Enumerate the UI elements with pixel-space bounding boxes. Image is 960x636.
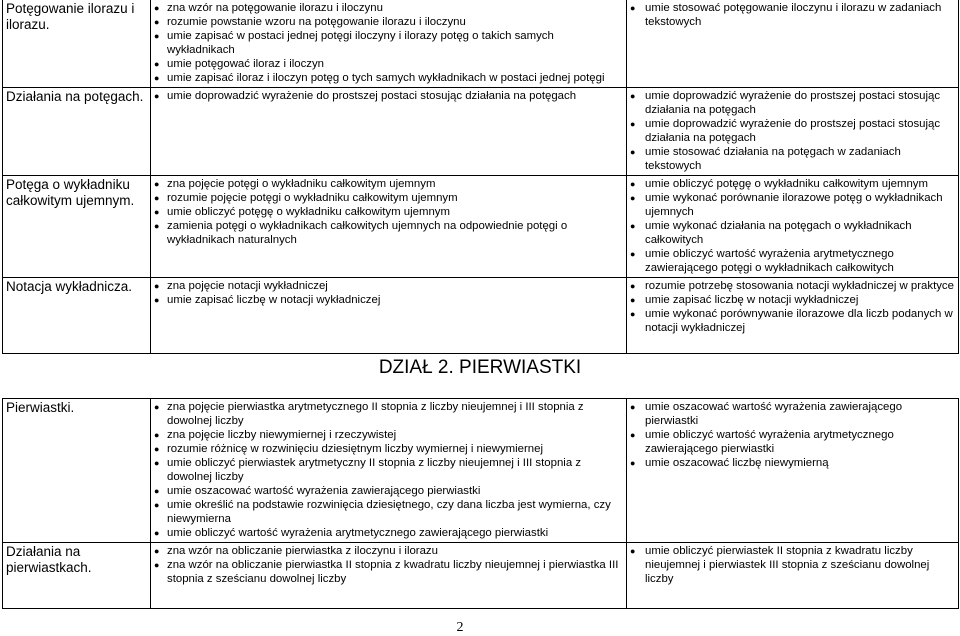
table-row: [3, 543, 959, 609]
list-item: ● umie określić na podstawie rozwinięcia dziesiętnego, czy dana liczba jest wymierna, czy niewymierna: [154, 498, 623, 526]
list-item: ● umie obliczyć wartość wyrażenia arytmetycznego zawierającego potęgi o wykładnikach całkowitych: [630, 247, 955, 275]
list-item: ● umie zapisać w postaci jednej potęgi iloczyny i ilorazy potęg o takich samych wykładnikach: [154, 29, 623, 57]
table-row: [3, 88, 959, 176]
list-item: ● umie wykonać porównywanie ilorazowe dla liczb podanych w notacji wykładniczej: [630, 307, 955, 335]
list-item: ● umie zapisać liczbę w notacji wykładniczej: [630, 293, 955, 307]
basic-requirements-cell: [151, 543, 627, 609]
list-item: ● umie obliczyć pierwiastek II stopnia z kwadratu liczby nieujemnej i pierwiastek III stopnia z sześcianu dowolnej liczby: [630, 544, 955, 586]
basic-requirements-cell: [151, 399, 627, 543]
list-item: ● umie zapisać iloraz i iloczyn potęg o tych samych wykładnikach w postaci jednej potęgi: [154, 71, 623, 85]
list-item: ● zna pojęcie pierwiastka arytmetycznego II stopnia z liczby nieujemnej i III stopnia z dowolnej liczby: [154, 400, 623, 428]
list-item: ● umie stosować potęgowanie iloczynu i ilorazu w zadaniach tekstowych: [630, 1, 955, 29]
topic-cell: Potęgowanie ilorazu i ilorazu.: [3, 0, 151, 88]
extended-requirements-cell: [627, 278, 959, 354]
list-item: ● umie stosować działania na potęgach w zadaniach tekstowych: [630, 145, 955, 173]
extended-requirements-cell: [627, 543, 959, 609]
page-number: 2: [456, 620, 464, 635]
table-row: [3, 176, 959, 278]
basic-requirements-cell: [151, 278, 627, 354]
list-item: ● umie obliczyć potęgę o wykładniku całkowitym ujemnym: [630, 177, 955, 191]
list-item: ● umie obliczyć wartość wyrażenia arytmetycznego zawierającego pierwiastki: [630, 428, 955, 456]
list-item: ● umie oszacować wartość wyrażenia zawierającego pierwiastki: [154, 484, 623, 498]
list-item: ● rozumie różnicę w rozwinięciu dziesiętnym liczby wymiernej i niewymiernej: [154, 442, 623, 456]
table-row: [3, 278, 959, 354]
requirements-table-roots: [2, 398, 959, 609]
list-item: ● zna wzór na obliczanie pierwiastka z iloczynu i ilorazu: [154, 544, 623, 558]
list-item: ● umie potęgować iloraz i iloczyn: [154, 57, 623, 71]
list-item: ● zamienia potęgi o wykładnikach całkowitych ujemnych na odpowiednie potęgi o wykładnikach naturalnych: [154, 219, 623, 247]
list-item: ● zna wzór na potęgowanie ilorazu i iloczynu: [154, 1, 623, 15]
basic-requirements-cell: [151, 0, 627, 88]
extended-requirements-cell: [627, 176, 959, 278]
list-item: ● umie doprowadzić wyrażenie do prostszej postaci stosując działania na potęgach: [630, 89, 955, 117]
topic-cell: Pierwiastki.: [3, 399, 151, 543]
topic-cell: Działania na pierwiastkach.: [3, 543, 151, 609]
list-item: ● umie zapisać liczbę w notacji wykładniczej: [154, 293, 623, 307]
list-item: ● umie obliczyć pierwiastek arytmetyczny II stopnia z liczby nieujemnej i III stopnia z dowolnej liczby: [154, 456, 623, 484]
list-item: ● zna wzór na obliczanie pierwiastka II stopnia z kwadratu liczby nieujemnej i pierwiastka III stopnia z sześcianu dowolnej liczby: [154, 558, 623, 586]
topic-cell: Działania na potęgach.: [3, 88, 151, 176]
list-item: ● umie oszacować wartość wyrażenia zawierającego pierwiastki: [630, 400, 955, 428]
list-item: ● rozumie pojęcie potęgi o wykładniku całkowitym ujemnym: [154, 191, 623, 205]
basic-requirements-cell: [151, 88, 627, 176]
list-item: ● zna pojęcie notacji wykładniczej: [154, 279, 623, 293]
list-item: ● umie obliczyć potęgę o wykładniku całkowitym ujemnym: [154, 205, 623, 219]
extended-requirements-cell: [627, 0, 959, 88]
chapter-title: DZIAŁ 2. PIERWIASTKI: [378, 357, 582, 378]
list-item: ● umie doprowadzić wyrażenie do prostszej postaci stosując działania na potęgach: [154, 89, 623, 103]
basic-requirements-cell: [151, 176, 627, 278]
extended-requirements-cell: [627, 399, 959, 543]
list-item: ● umie oszacować liczbę niewymierną: [630, 456, 955, 470]
list-item: ● zna pojęcie liczby niewymiernej i rzeczywistej: [154, 428, 623, 442]
table-row: [3, 0, 959, 88]
list-item: ● rozumie potrzebę stosowania notacji wykładniczej w praktyce: [630, 279, 955, 293]
topic-cell: Potęga o wykładniku całkowitym ujemnym.: [3, 176, 151, 278]
extended-requirements-cell: [627, 88, 959, 176]
list-item: ● zna pojęcie potęgi o wykładniku całkowitym ujemnym: [154, 177, 623, 191]
list-item: ● umie doprowadzić wyrażenie do prostszej postaci stosując działania na potęgach: [630, 117, 955, 145]
table-row: [3, 399, 959, 543]
list-item: ● umie wykonać działania na potęgach o wykładnikach całkowitych: [630, 219, 955, 247]
list-item: ● umie wykonać porównanie ilorazowe potęg o wykładnikach ujemnych: [630, 191, 955, 219]
list-item: ● rozumie powstanie wzoru na potęgowanie ilorazu i iloczynu: [154, 15, 623, 29]
topic-cell: Notacja wykładnicza.: [3, 278, 151, 354]
requirements-table-powers: [2, 0, 959, 354]
list-item: ● umie obliczyć wartość wyrażenia arytmetycznego zawierającego pierwiastki: [154, 526, 623, 540]
